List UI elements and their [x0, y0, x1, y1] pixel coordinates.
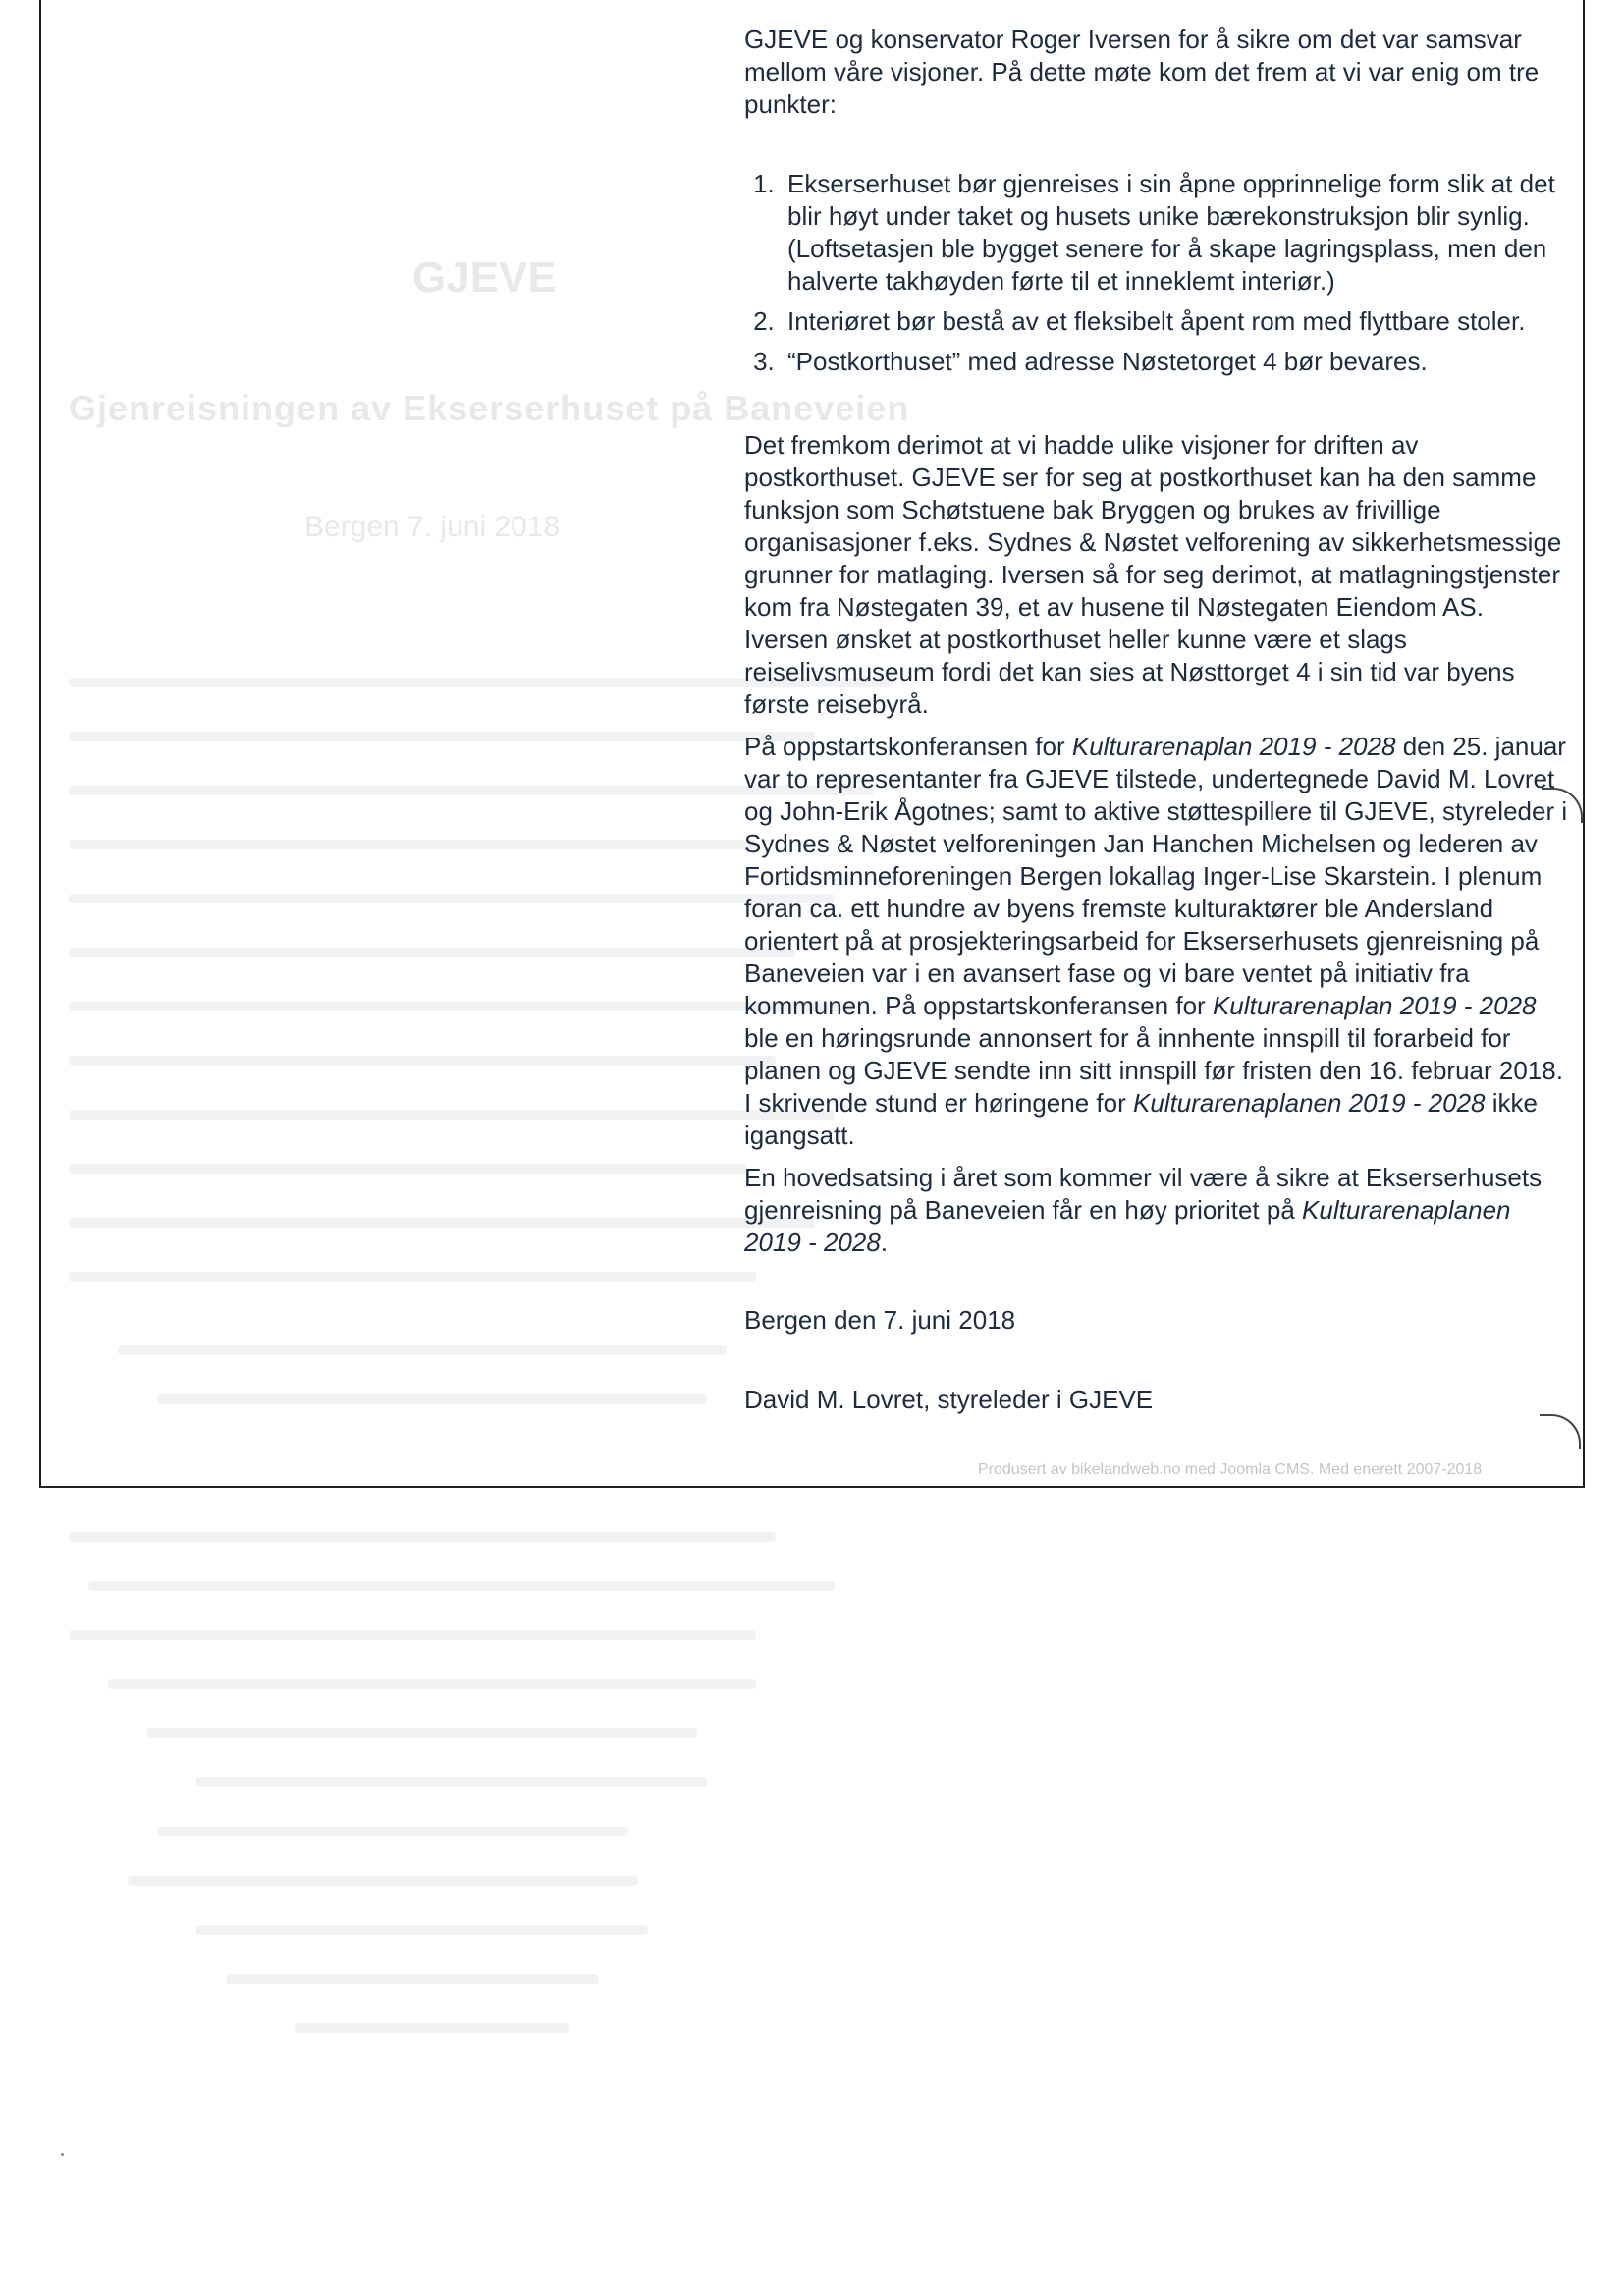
conference-paragraph: På oppstartskonferansen for Kulturarenaplan 2019 - 2028 den 25. januar var to representanter fra GJEVE tilstede, undertegnede David M. Lovret og John-Erik Ågotnes; samt to aktive støttespillere til GJEVE, styreleder i Sydnes & Nøstet velforeningen Jan Hanchen Michelsen og lederen av Fortidsminneforeningen Bergen lokallag Inger-Lise Skarstein. I plenum foran ca. ett hundre av byens fremste kulturaktører ble Andersland orientert på at prosjekteringsarbeid for Ekserserhusets gjenreisning på Baneveien var i en avansert fase og vi bare ventet på initiativ fra kommunen. På oppstartskonferansen for Kulturarenaplan 2019 - 2028 ble en høringsrunde annonsert for å innhente innspill til forarbeid for planen og GJEVE sendte inn sitt innspill før fristen den 16. februar 2018. I skrivende stund er høringene for Kulturarenaplanen 2019 - 2028 ikke igangsatt. [744, 732, 1568, 1150]
operations-paragraph: Det fremkom derimot at vi hadde ulike visjoner for driften av postkorthuset. GJEVE ser for seg at postkorthuset kan ha den samme funksjon som Schøtstuene bak Bryggen og brukes av frivillige organisasjoner f.eks. Sydnes & Nøstet velforening av sikkerhetsmessige grunner for matlaging. Iversen så for seg derimot, at matlagningstjenster kom fra Nøstegaten 39, et av husene til Nøstegaten Eiendom AS. Iversen ønsket at postkorthuset heller kunne være et slags reiselivsmuseum fordi det kan sies at Nøsttorget 4 i sin tid var byens første reisebyrå. [744, 430, 1562, 719]
bleed-through-subtitle: Gjenreisningen av Ekserserhuset på Baneveien [69, 388, 910, 428]
bleed-through-line [108, 1679, 756, 1689]
list-item: 2. Interiøret bør bestå av et fleksibelt åpent rom med flyttbare stoler. [782, 305, 1574, 338]
place-date: Bergen den 7. juni 2018 [744, 1305, 1016, 1335]
list-item: 1. Ekserserhuset bør gjenreises i sin åpne opprinnelige form slik at det blir høyt under taket og husets unike bærekonstruksjon blir synlig. (Loftsetasjen ble bygget senere for å skape lagringsplass, men den halverte takhøyden førte til et inneklemt interiør.) [782, 168, 1574, 298]
bleed-through-title: GJEVE [412, 253, 557, 301]
bleed-through-line [88, 1581, 835, 1591]
bleed-through-line [128, 1876, 638, 1886]
intro-paragraph: GJEVE og konservator Roger Iversen for å sikre om det var samsvar mellom våre visjoner. På dette møte kom det frem at vi var enig om tre punkter: [744, 25, 1540, 119]
bleed-through-line [295, 2023, 569, 2033]
signature-line: David M. Lovret, styreleder i GJEVE [744, 1385, 1154, 1414]
bleed-through-line [147, 1728, 697, 1738]
priority-paragraph: En hovedsatsing i året som kommer vil være å sikre at Ekserserhusets gjenreisning på Baneveien får en høy prioritet på Kulturarenaplanen 2019 - 2028. [744, 1163, 1543, 1257]
bleed-through-line [69, 1630, 756, 1640]
bleed-through-line [69, 1532, 776, 1542]
agreement-points-list [744, 168, 1574, 378]
bleed-through-line [226, 1974, 599, 1984]
bleed-through-date: Bergen 7. juni 2018 [304, 511, 561, 543]
bleed-through-line [157, 1827, 628, 1836]
document-body [744, 24, 1574, 1416]
bleed-through-line [196, 1925, 648, 1935]
list-item: 3. “Postkorthuset” med adresse Nøstetorget 4 bør bevares. [782, 346, 1574, 378]
bleed-through-line [196, 1777, 707, 1787]
scan-speck [61, 2153, 64, 2156]
footer-credit: Produsert av bikelandweb.no med Joomla CMS. Med enerett 2007-2018 [978, 1461, 1483, 1478]
